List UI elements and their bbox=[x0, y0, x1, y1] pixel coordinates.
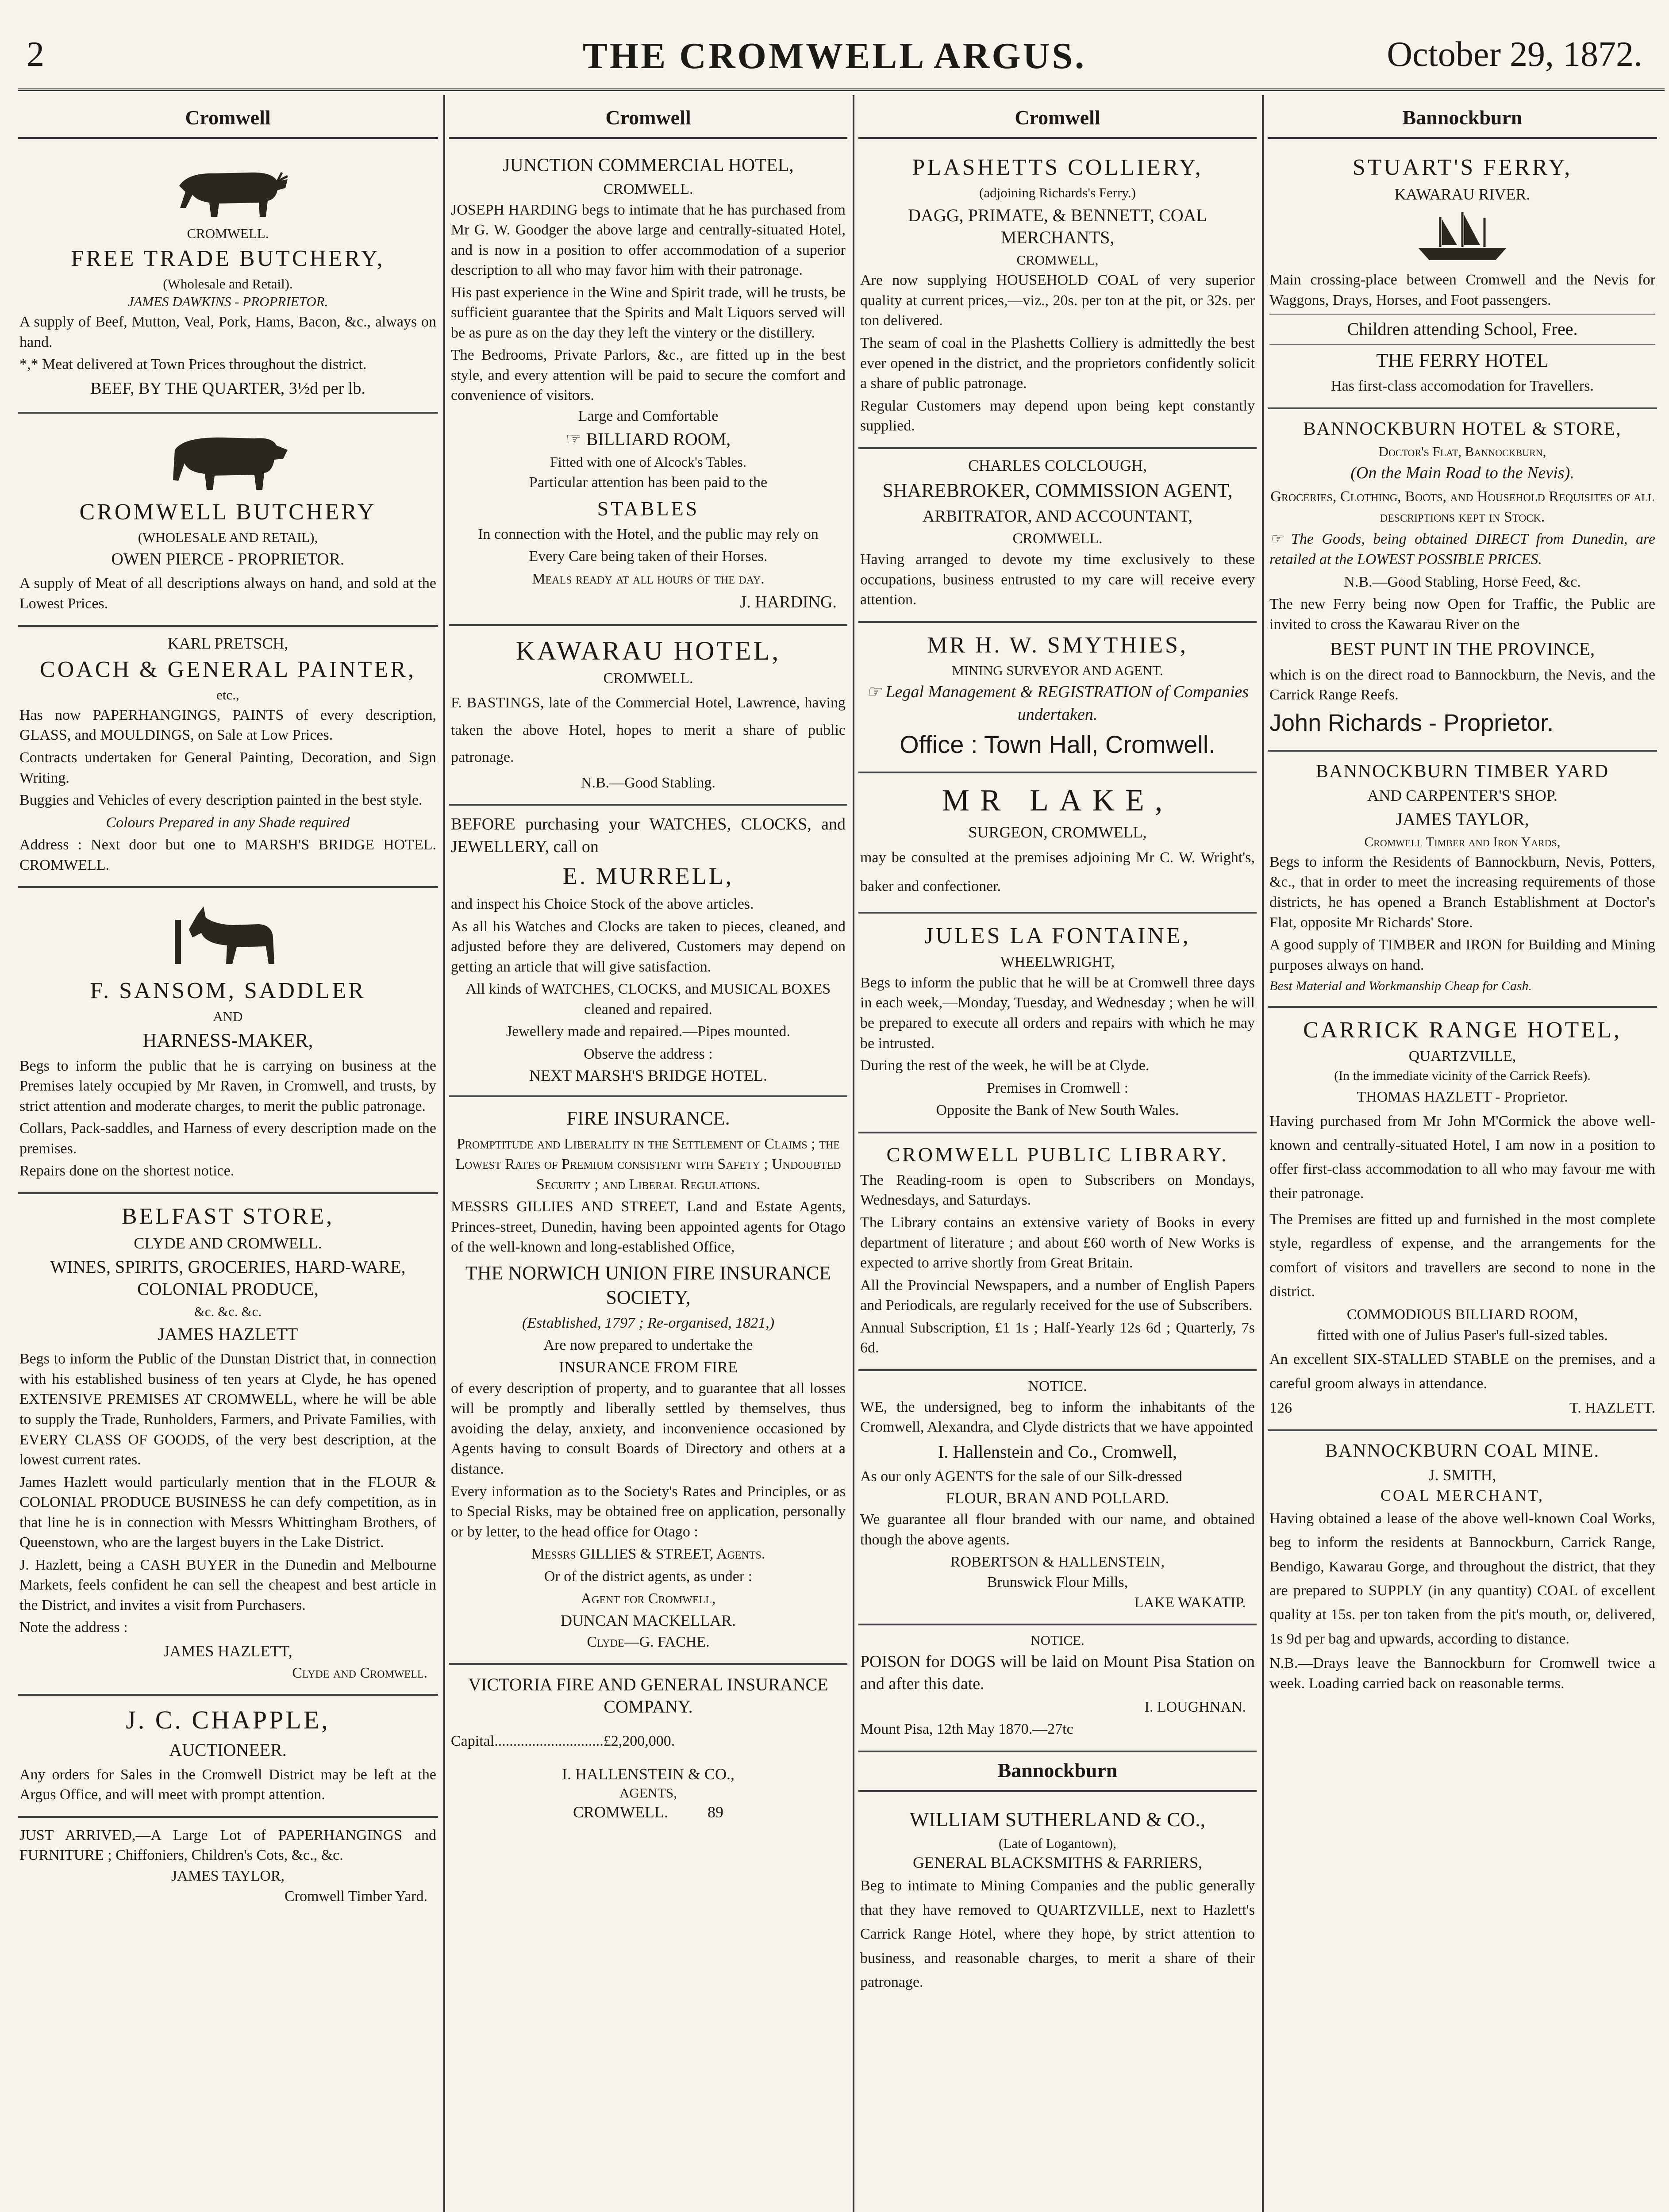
ad-subtitle: Cromwell Timber and Iron Yards, bbox=[1364, 833, 1561, 849]
place: CROMWELL. bbox=[603, 180, 693, 197]
ad-free-trade-butchery bbox=[18, 145, 438, 414]
ad-stuarts-ferry bbox=[1268, 145, 1657, 409]
ad-body bbox=[1269, 529, 1655, 569]
punt-line: BEST PUNT IN THE PROVINCE, bbox=[1330, 639, 1595, 660]
place: CROMWELL, bbox=[1016, 252, 1099, 268]
ad-subtitle: QUARTZVILLE, bbox=[1408, 1048, 1516, 1064]
ad-body: Has first-class accomodation for Travellers. bbox=[1331, 378, 1594, 395]
page-number: 2 bbox=[27, 35, 44, 74]
ad-public-library bbox=[858, 1133, 1257, 1371]
ad-number: 126 bbox=[1269, 1399, 1292, 1416]
proprietor: JAMES DAWKINS - PROPRIETOR. bbox=[127, 294, 328, 310]
ad-line: Large and Comfortable bbox=[578, 407, 719, 424]
ad-subtitle: FLOUR, BRAN AND POLLARD. bbox=[946, 1489, 1169, 1507]
masthead-rule bbox=[18, 88, 1665, 91]
signature: JAMES HAZLETT, bbox=[163, 1642, 292, 1660]
ad-line: Particular attention has been paid to the bbox=[529, 474, 768, 491]
horse-icon bbox=[162, 898, 294, 973]
ad-body: Begs to inform the Residents of Bannockburn, Nevis, Potters, &c., that in order to meet the increasing requirements of those districts, he has opened a Branch Establishment at Doctor's Flat, opposite Mr Richards' Store. bbox=[1269, 853, 1655, 931]
ad-body: Has now PAPERHANGINGS, PAINTS of every description, GLASS, and MOULDINGS, on Sale at Low Prices. bbox=[19, 707, 436, 744]
ad-body: fitted with one of Julius Paser's full-sized tables. bbox=[1317, 1327, 1608, 1344]
newspaper-title: THE CROMWELL ARGUS. bbox=[582, 35, 1087, 77]
ad-subtitle: COAL MERCHANT, bbox=[1381, 1486, 1544, 1504]
ad-title: COACH & GENERAL PAINTER, bbox=[40, 657, 416, 682]
ad-body: Groceries, Clothing, Boots, and Household Requisites of all descriptions kept in Stock. bbox=[1270, 488, 1654, 525]
ad-body: F. BASTINGS, late of the Commercial Hotel, Lawrence, having taken the above Hotel, hopes to merit a share of public patronage. bbox=[451, 695, 846, 765]
ad-subtitle: AND CARPENTER'S SHOP. bbox=[1367, 786, 1557, 804]
signature: ROBERTSON & HALLENSTEIN, bbox=[950, 1553, 1165, 1570]
ad-subtitle: KAWARAU RIVER. bbox=[1394, 185, 1531, 204]
ad-james-taylor bbox=[18, 1818, 438, 1917]
ad-smythies bbox=[858, 623, 1257, 773]
ad-body: Having arranged to devote my time exclusively to these occupations, business entrusted to my care will receive every attention. bbox=[860, 551, 1255, 608]
ad-la-fontaine bbox=[858, 914, 1257, 1133]
ad-body: Any orders for Sales in the Cromwell District may be left at the Argus Office, and will meet with prompt attention. bbox=[19, 1766, 436, 1803]
advertiser-name: CHARLES COLCLOUGH, bbox=[968, 456, 1147, 474]
column-4 bbox=[1268, 100, 1657, 2212]
proprietor: OWEN PIERCE - PROPRIETOR. bbox=[111, 549, 345, 568]
ad-bannockburn-coal bbox=[1268, 1431, 1657, 1705]
ad-body: Begs to inform the public that he will be at Cromwell three days in each week,—Monday, Tuesday, and Wednesday ; when he will be prepared to execute all orders and repairs with which he may be intrusted. bbox=[860, 974, 1255, 1052]
ad-title: BANNOCKBURN TIMBER YARD bbox=[1315, 761, 1609, 782]
advertiser-name: JAMES TAYLOR, bbox=[1396, 809, 1529, 829]
ad-body bbox=[860, 681, 1255, 726]
ad-note: N.B.—Good Stabling. bbox=[581, 774, 716, 791]
agent-name: DUNCAN MACKELLAR. bbox=[561, 1611, 736, 1629]
ad-line: Every Care being taken of their Horses. bbox=[529, 548, 768, 565]
ad-body: His past experience in the Wine and Spirit trade, will he trusts, be sufficient guarantee that the Spirits and Malt Liquors served will be as pure as on the day they left the vintery or the distillery. bbox=[451, 284, 846, 341]
ad-body: Annual Subscription, £1 1s ; Half-Yearly 12s 6d ; Quarterly, 7s 6d. bbox=[860, 1319, 1255, 1356]
ad-body: (In the immediate vicinity of the Carrick Reefs). bbox=[1334, 1068, 1591, 1083]
ad-body: We guarantee all flour branded with our name, and obtained though the above agents. bbox=[860, 1511, 1255, 1548]
ad-title: NOTICE. bbox=[1031, 1632, 1084, 1648]
ad-address: NEXT MARSH'S BRIDGE HOTEL. bbox=[529, 1067, 767, 1085]
ad-line: Meals ready at all hours of the day. bbox=[532, 570, 765, 587]
ad-body: Every information as to the Society's Rates and Principles, or as to Special Risks, may be obtained free on application, personally or by letter, to the head office for Otago : bbox=[451, 1483, 846, 1540]
ad-title: J. C. CHAPPLE, bbox=[126, 1705, 330, 1734]
billiard-label: BILLIARD ROOM, bbox=[586, 429, 731, 449]
advertiser-name: JAMES HAZLETT bbox=[158, 1324, 298, 1344]
firm-name: I. Hallenstein and Co., Cromwell, bbox=[938, 1441, 1177, 1462]
ad-chapple-auctioneer bbox=[18, 1696, 438, 1818]
ad-sutherland-blacksmiths bbox=[858, 1798, 1257, 2005]
ad-title: KAWARAU HOTEL, bbox=[515, 636, 781, 666]
ad-title: NOTICE. bbox=[1028, 1378, 1087, 1394]
ad-body: The Premises are fitted up and furnished in the most complete style, regardless of expense, and the arrangements for the comfort of visitors and travellers are second to none in the district. bbox=[1269, 1211, 1655, 1300]
pointing-hand-icon: ☞ bbox=[866, 683, 886, 702]
ad-subtitle: CLYDE AND CROMWELL. bbox=[134, 1234, 322, 1252]
ad-title: VICTORIA FIRE AND GENERAL INSURANCE COMPANY. bbox=[468, 1674, 828, 1717]
ad-body: may be consulted at the premises adjoining Mr C. W. Wright's, baker and confectioner. bbox=[860, 849, 1255, 895]
ad-mr-lake bbox=[858, 773, 1257, 914]
place-label: CROMWELL. bbox=[573, 1803, 668, 1821]
column-divider bbox=[1262, 95, 1264, 2212]
bull-icon bbox=[162, 155, 294, 221]
ad-body: Jewellery made and repaired.—Pipes mounted. bbox=[506, 1023, 790, 1040]
ad-title: STUART'S FERRY, bbox=[1352, 155, 1573, 180]
ad-victoria-insurance bbox=[449, 1665, 847, 1832]
ad-body: The Reading-room is open to Subscribers on Mondays, Wednesdays, and Saturdays. bbox=[860, 1171, 1255, 1209]
ad-number: 89 bbox=[707, 1803, 723, 1821]
advertiser-name: KARL PRETSCH, bbox=[167, 634, 288, 652]
ad-body: and inspect his Choice Stock of the above articles. bbox=[451, 896, 754, 913]
ad-title: HARNESS-MAKER, bbox=[142, 1029, 313, 1051]
ad-body: Main crossing-place between Cromwell and the Nevis for Waggons, Drays, Horses, and Foot passengers. bbox=[1269, 272, 1655, 308]
ad-body: Beg to intimate to Mining Companies and the public generally that they have removed to QUARTZVILLE, next to Hazlett's Carrick Range Hotel, where they hope, by strict attention to business, and reasonable charges, to merit a share of their patronage. bbox=[860, 1878, 1255, 1990]
ad-subtitle: COMMODIOUS BILLIARD ROOM, bbox=[1346, 1306, 1578, 1323]
stables-heading: STABLES bbox=[597, 497, 700, 520]
ad-subtitle: (WHOLESALE AND RETAIL), bbox=[138, 529, 318, 545]
ad-address: Address : Next door but one to MARSH'S BRIDGE HOTEL. CROMWELL. bbox=[19, 837, 436, 873]
ad-body: JUST ARRIVED,—A Large Lot of PAPERHANGINGS and FURNITURE ; Chiffoniers, Children's Cots, &c., &c. bbox=[19, 1827, 436, 1864]
advertiser-name: E. MURRELL, bbox=[562, 863, 734, 890]
ox-icon bbox=[162, 423, 294, 494]
signature: Brunswick Flour Mills, bbox=[987, 1574, 1128, 1590]
ad-body: A supply of Beef, Mutton, Veal, Pork, Hams, Bacon, &c., always on hand. bbox=[19, 314, 436, 350]
ad-bannockburn-timber bbox=[1268, 752, 1657, 1008]
ad-body: POISON for DOGS will be laid on Mount Pisa Station on and after this date. bbox=[860, 1652, 1255, 1694]
place: CROMWELL. bbox=[1012, 530, 1103, 547]
ad-body: *,* Meat delivered at Town Prices throughout the district. bbox=[19, 356, 367, 373]
ad-body: Premises in Cromwell : bbox=[986, 1079, 1129, 1096]
capital-line: Capital.............................£2,200,000. bbox=[451, 1733, 675, 1750]
ad-body: The seam of coal in the Plashetts Colliery is admittedly the best ever opened in the district, and the proprietors confidently solicit a share of public patronage. bbox=[860, 335, 1255, 392]
ad-line: Fitted with one of Alcock's Tables. bbox=[550, 453, 746, 470]
ad-subtitle: SURGEON, CROMWELL, bbox=[968, 823, 1147, 841]
column-3 bbox=[858, 100, 1257, 2212]
column-heading: Bannockburn bbox=[1268, 100, 1657, 139]
ad-body: The Library contains an extensive variety of Books in every department of literature ; and about £60 worth of New Works is expected to arrive shortly from Great Britain. bbox=[860, 1214, 1255, 1271]
signature-place: Cromwell Timber Yard. bbox=[284, 1888, 427, 1905]
ad-subtitle: INSURANCE FROM FIRE bbox=[558, 1358, 738, 1376]
firm-name: DAGG, PRIMATE, & BENNETT, COAL MERCHANTS, bbox=[908, 205, 1207, 248]
ad-sansom-saddler bbox=[18, 888, 438, 1194]
ad-karl-pretsch bbox=[18, 627, 438, 888]
ad-body: Repairs done on the shortest notice. bbox=[19, 1163, 235, 1179]
column-divider bbox=[443, 95, 445, 2212]
masthead bbox=[0, 0, 1669, 77]
ad-subtitle: WHEELWRIGHT, bbox=[1000, 953, 1115, 970]
ad-body: Note the address : bbox=[19, 1619, 128, 1636]
price-line: BEEF, BY THE QUARTER, 3½d per lb. bbox=[90, 379, 365, 398]
ad-body: which is on the direct road to Bannockburn, the Nevis, and the Carrick Range Reefs. bbox=[1269, 666, 1655, 703]
ad-subtitle: (Wholesale and Retail). bbox=[163, 276, 293, 292]
office-line: Office : Town Hall, Cromwell. bbox=[900, 730, 1215, 759]
advertiser-name: J. SMITH, bbox=[1428, 1466, 1496, 1484]
ad-body: of every description of property, and to guarantee that all losses will be promptly and liberally settled by themselves, thus avoiding the delay, anxiety, and inconvenience occasioned by Agents having to consult Boards of Directory and others at a distance. bbox=[451, 1380, 846, 1477]
ad-subtitle: Doctor's Flat, Bannockburn, bbox=[1378, 444, 1546, 460]
ad-subtitle: etc., bbox=[216, 687, 239, 703]
ad-body: Observe the address : bbox=[584, 1045, 713, 1062]
ad-title: BANNOCKBURN HOTEL & STORE, bbox=[1303, 419, 1622, 440]
ad-title: WILLIAM SUTHERLAND & CO., bbox=[909, 1808, 1206, 1831]
ad-body: A supply of Meat of all descriptions always on hand, and sold at the Lowest Prices. bbox=[19, 575, 436, 612]
legal-line: Legal Management & REGISTRATION of Companies undertaken. bbox=[885, 683, 1249, 724]
ad-body: Clyde—G. FACHE. bbox=[587, 1633, 710, 1650]
ad-body: A good supply of TIMBER and IRON for Building and Mining purposes always on hand. bbox=[1269, 937, 1655, 973]
ad-body: Having obtained a lease of the above well-known Coal Works, beg to inform the residents at Bannockburn, Carrick Range, Bendigo, Kawarau Gorge, and throughout the district, that they are prepared to SUPPLY (in any quantity) COAL of excellent quality at 15s. per ton taken from the pit's mouth, or, delivered, 1s 9d per bag and upwards, according to distance. bbox=[1269, 1510, 1655, 1647]
signature: J. HARDING. bbox=[740, 593, 837, 612]
advertiser-name: JAMES TAYLOR, bbox=[171, 1867, 285, 1884]
column-heading: Cromwell bbox=[18, 100, 438, 139]
ad-body: MESSRS GILLIES AND STREET, Land and Estate Agents, Princes-street, Dunedin, having been appointed agents for Otago of the well-known and long-established Office, bbox=[451, 1198, 846, 1256]
column-2 bbox=[449, 100, 847, 2212]
column-heading: Cromwell bbox=[449, 100, 847, 139]
ad-belfast-store bbox=[18, 1194, 438, 1696]
ad-body: Having purchased from Mr John M'Cormick the above well-known and centrally-situated Hotel, I am now in a position to offer first-class accommodation to all who may favour me with their patronage. bbox=[1269, 1113, 1655, 1202]
signature: John Richards - Proprietor. bbox=[1269, 709, 1554, 736]
signature: T. HAZLETT. bbox=[1569, 1399, 1655, 1416]
ad-subtitle: AUCTIONEER. bbox=[169, 1740, 287, 1760]
ad-murrell-jeweller bbox=[449, 806, 847, 1097]
ad-subtitle: Children attending School, Free. bbox=[1269, 314, 1655, 345]
ad-fire-insurance bbox=[449, 1097, 847, 1665]
ad-title: BELFAST STORE, bbox=[121, 1203, 335, 1229]
agent-name: I. HALLENSTEIN & CO., bbox=[562, 1765, 735, 1783]
ad-body: (On the Main Road to the Nevis). bbox=[1350, 464, 1574, 483]
signature-place: Clyde and Cromwell. bbox=[292, 1665, 427, 1681]
ad-body: Contracts undertaken for General Painting, Decoration, and Sign Writing. bbox=[19, 749, 436, 786]
ad-title: ARBITRATOR, AND ACCOUNTANT, bbox=[923, 507, 1192, 526]
ad-body: J. Hazlett, being a CASH BUYER in the Dunedin and Melbourne Markets, feels confident he can sell the cheapest and best article in the District, and invites a visit from Purchasers. bbox=[19, 1556, 436, 1613]
ad-footer bbox=[1269, 1398, 1655, 1418]
ad-junction-hotel bbox=[449, 145, 847, 626]
ad-body: Regular Customers may depend upon being kept constantly supplied. bbox=[860, 397, 1255, 434]
ad-title: FIRE INSURANCE. bbox=[566, 1107, 730, 1129]
ship-icon bbox=[1409, 208, 1515, 265]
ad-note: N.B.—Good Stabling, Horse Feed, &c. bbox=[1344, 573, 1581, 590]
issue-date: October 29, 1872. bbox=[1387, 35, 1642, 74]
ad-subtitle: &c. &c. &c. bbox=[194, 1304, 262, 1320]
ad-body: N.B.—Drays leave the Bannockburn for Cromwell twice a week. Loading carried back on reasonable terms. bbox=[1269, 1655, 1655, 1692]
proprietor: THOMAS HAZLETT - Proprietor. bbox=[1357, 1088, 1568, 1105]
ad-subtitle: (adjoining Richards's Ferry.) bbox=[979, 185, 1136, 201]
ad-title: CROMWELL PUBLIC LIBRARY. bbox=[886, 1143, 1229, 1166]
ad-subtitle: MINING SURVEYOR AND AGENT. bbox=[952, 663, 1163, 679]
ad-body: Are now prepared to undertake the bbox=[543, 1337, 753, 1354]
ad-title: MR LAKE, bbox=[942, 783, 1173, 818]
hotel-name: THE FERRY HOTEL bbox=[1376, 349, 1549, 372]
ad-body: Begs to inform the public that he is carrying on business at the Premises lately occupied by Mr Raven, in Cromwell, and trusts, by strict attention and moderate charges, to merit the public patronage. bbox=[19, 1057, 436, 1114]
ad-title: JUNCTION COMMERCIAL HOTEL, bbox=[503, 155, 794, 176]
pointing-hand-icon: ☞ bbox=[565, 429, 586, 449]
ad-body: As all his Watches and Clocks are taken to pieces, cleaned, and adjusted before they are delivered, Customers may depend on getting an article that will give satisfaction. bbox=[451, 918, 846, 975]
ad-body: During the rest of the week, he will be at Clyde. bbox=[860, 1057, 1150, 1074]
ad-body: (Established, 1797 ; Re-organised, 1821,) bbox=[522, 1314, 775, 1331]
ad-kawarau-hotel bbox=[449, 626, 847, 806]
ad-subtitle: AGENTS, bbox=[619, 1785, 677, 1801]
ad-body: All the Provincial Newspapers, and a number of English Papers and Periodicals, are regularly received for the use of Subscribers. bbox=[860, 1277, 1255, 1314]
ad-body: Agent for Cromwell, bbox=[581, 1590, 716, 1607]
ad-body: As our only AGENTS for the sale of our Silk-dressed bbox=[860, 1468, 1183, 1485]
ad-subtitle: GENERAL BLACKSMITHS & FARRIERS, bbox=[912, 1854, 1203, 1872]
place: CROMWELL. bbox=[603, 670, 693, 687]
ad-body: JOSEPH HARDING begs to intimate that he has purchased from Mr G. W. Goodger the above large and centrally-situated Hotel, and is now in a position to offer accommodation of a superior description to all who may favor him with their patronage. bbox=[451, 201, 846, 279]
goods-line: The Goods, being obtained DIRECT from Dunedin, are retailed at the LOWEST POSSIBLE PRICES. bbox=[1269, 531, 1656, 568]
column-heading: Cromwell bbox=[858, 100, 1257, 139]
ad-body: Buggies and Vehicles of every description painted in the best style. bbox=[19, 792, 423, 809]
ad-body: Collars, Pack-saddles, and Harness of every description made on the premises. bbox=[19, 1120, 436, 1157]
ad-poison-notice bbox=[858, 1625, 1257, 1752]
ad-body: Or of the district agents, as under : bbox=[544, 1568, 753, 1585]
ad-body: Opposite the Bank of New South Wales. bbox=[936, 1102, 1179, 1119]
ad-title: CROMWELL BUTCHERY bbox=[79, 499, 377, 525]
column-1 bbox=[18, 100, 438, 2212]
place bbox=[451, 1803, 846, 1821]
ad-body: WE, the undersigned, beg to inform the inhabitants of the Cromwell, Alexandra, and Clyde districts that we have appointed bbox=[860, 1398, 1255, 1436]
ad-carrick-range-hotel bbox=[1268, 1008, 1657, 1431]
ad-title: CARRICK RANGE HOTEL, bbox=[1303, 1018, 1622, 1043]
ad-body: The new Ferry being now Open for Traffic, the Public are invited to cross the Kawarau River on the bbox=[1269, 596, 1655, 633]
ad-body: An excellent SIX-STALLED STABLE on the premises, and a careful groom always in attendance. bbox=[1269, 1351, 1655, 1392]
ad-body: Begs to inform the Public of the Dunstan District that, in connection with his established business of ten years at Clyde, he has opened EXTENSIVE PREMISES AT CROMWELL, where he will be able to supply the Trade, Runholders, Farmers, and Private Families, with EVERY CLASS OF GOODS, of the very best description, at the lowest current rates. bbox=[19, 1351, 436, 1468]
ad-body: All kinds of WATCHES, CLOCKS, and MUSICAL BOXES cleaned and repaired. bbox=[465, 981, 831, 1018]
ad-body: Messrs GILLIES & STREET, Agents. bbox=[531, 1546, 765, 1563]
ad-body: Promptitude and Liberality in the Settlement of Claims ; the Lowest Rates of Premium consistent with Safety ; Undoubted Security ; and Liberal Regulations. bbox=[455, 1136, 841, 1193]
ad-body: James Hazlett would particularly mention that in the FLOUR & COLONIAL PRODUCE BUSINESS he can defy competition, as in that line he is in connection with Messrs Whittingham Brothers, of Queenstown, who are the largest buyers in the Lake District. bbox=[19, 1474, 436, 1551]
signature: I. LOUGHNAN. bbox=[1144, 1699, 1246, 1716]
ad-subtitle: AND bbox=[213, 1008, 243, 1024]
ad-title: MR H. W. SMYTHIES, bbox=[927, 632, 1188, 658]
signature: LAKE WAKATIP. bbox=[1134, 1594, 1246, 1611]
ad-plashetts-colliery bbox=[858, 145, 1257, 449]
ad-title: F. SANSOM, SADDLER bbox=[90, 978, 366, 1004]
column-divider bbox=[853, 95, 854, 2212]
ad-body: BEFORE purchasing your WATCHES, CLOCKS, and JEWELLERY, call on bbox=[451, 815, 846, 856]
ad-slogan: Best Material and Workmanship Cheap for Cash. bbox=[1269, 979, 1532, 994]
ad-body: The Bedrooms, Private Parlors, &c., are fitted up in the best style, and every attention will be paid to secure the comfort and convenience of visitors. bbox=[451, 347, 846, 404]
ad-subtitle: (Late of Logantown), bbox=[999, 1836, 1116, 1851]
ad-slogan: Colours Prepared in any Shade required bbox=[106, 814, 350, 831]
place: CROMWELL. bbox=[187, 226, 269, 241]
ad-title: PLASHETTS COLLIERY, bbox=[912, 155, 1203, 180]
ad-date: Mount Pisa, 12th May 1870.—27tc bbox=[860, 1721, 1073, 1738]
company-name: THE NORWICH UNION FIRE INSURANCE SOCIETY, bbox=[465, 1262, 831, 1308]
pointing-hand-icon: ☞ bbox=[1269, 531, 1291, 548]
ad-title: JULES LA FONTAINE, bbox=[924, 923, 1191, 949]
ad-title: SHAREBROKER, COMMISSION AGENT, bbox=[882, 479, 1233, 501]
ad-body: Are now supplying HOUSEHOLD COAL of very superior quality at current prices,—viz., 20s. per ton at the pit, or 32s. per ton delivered. bbox=[860, 272, 1255, 329]
section-heading: Bannockburn bbox=[858, 1752, 1257, 1792]
ad-line: In connection with the Hotel, and the public may rely on bbox=[478, 526, 819, 542]
ad-cromwell-butchery bbox=[18, 414, 438, 627]
ad-title: FREE TRADE BUTCHERY, bbox=[71, 246, 385, 271]
ad-bannockburn-hotel bbox=[1268, 409, 1657, 752]
billiard-heading bbox=[451, 428, 846, 450]
ad-hallenstein-notice bbox=[858, 1371, 1257, 1625]
goods-line: WINES, SPIRITS, GROCERIES, HARD-WARE, COLONIAL PRODUCE, bbox=[50, 1257, 406, 1299]
ad-colclough bbox=[858, 449, 1257, 623]
ad-title: BANNOCKBURN COAL MINE. bbox=[1325, 1440, 1600, 1461]
